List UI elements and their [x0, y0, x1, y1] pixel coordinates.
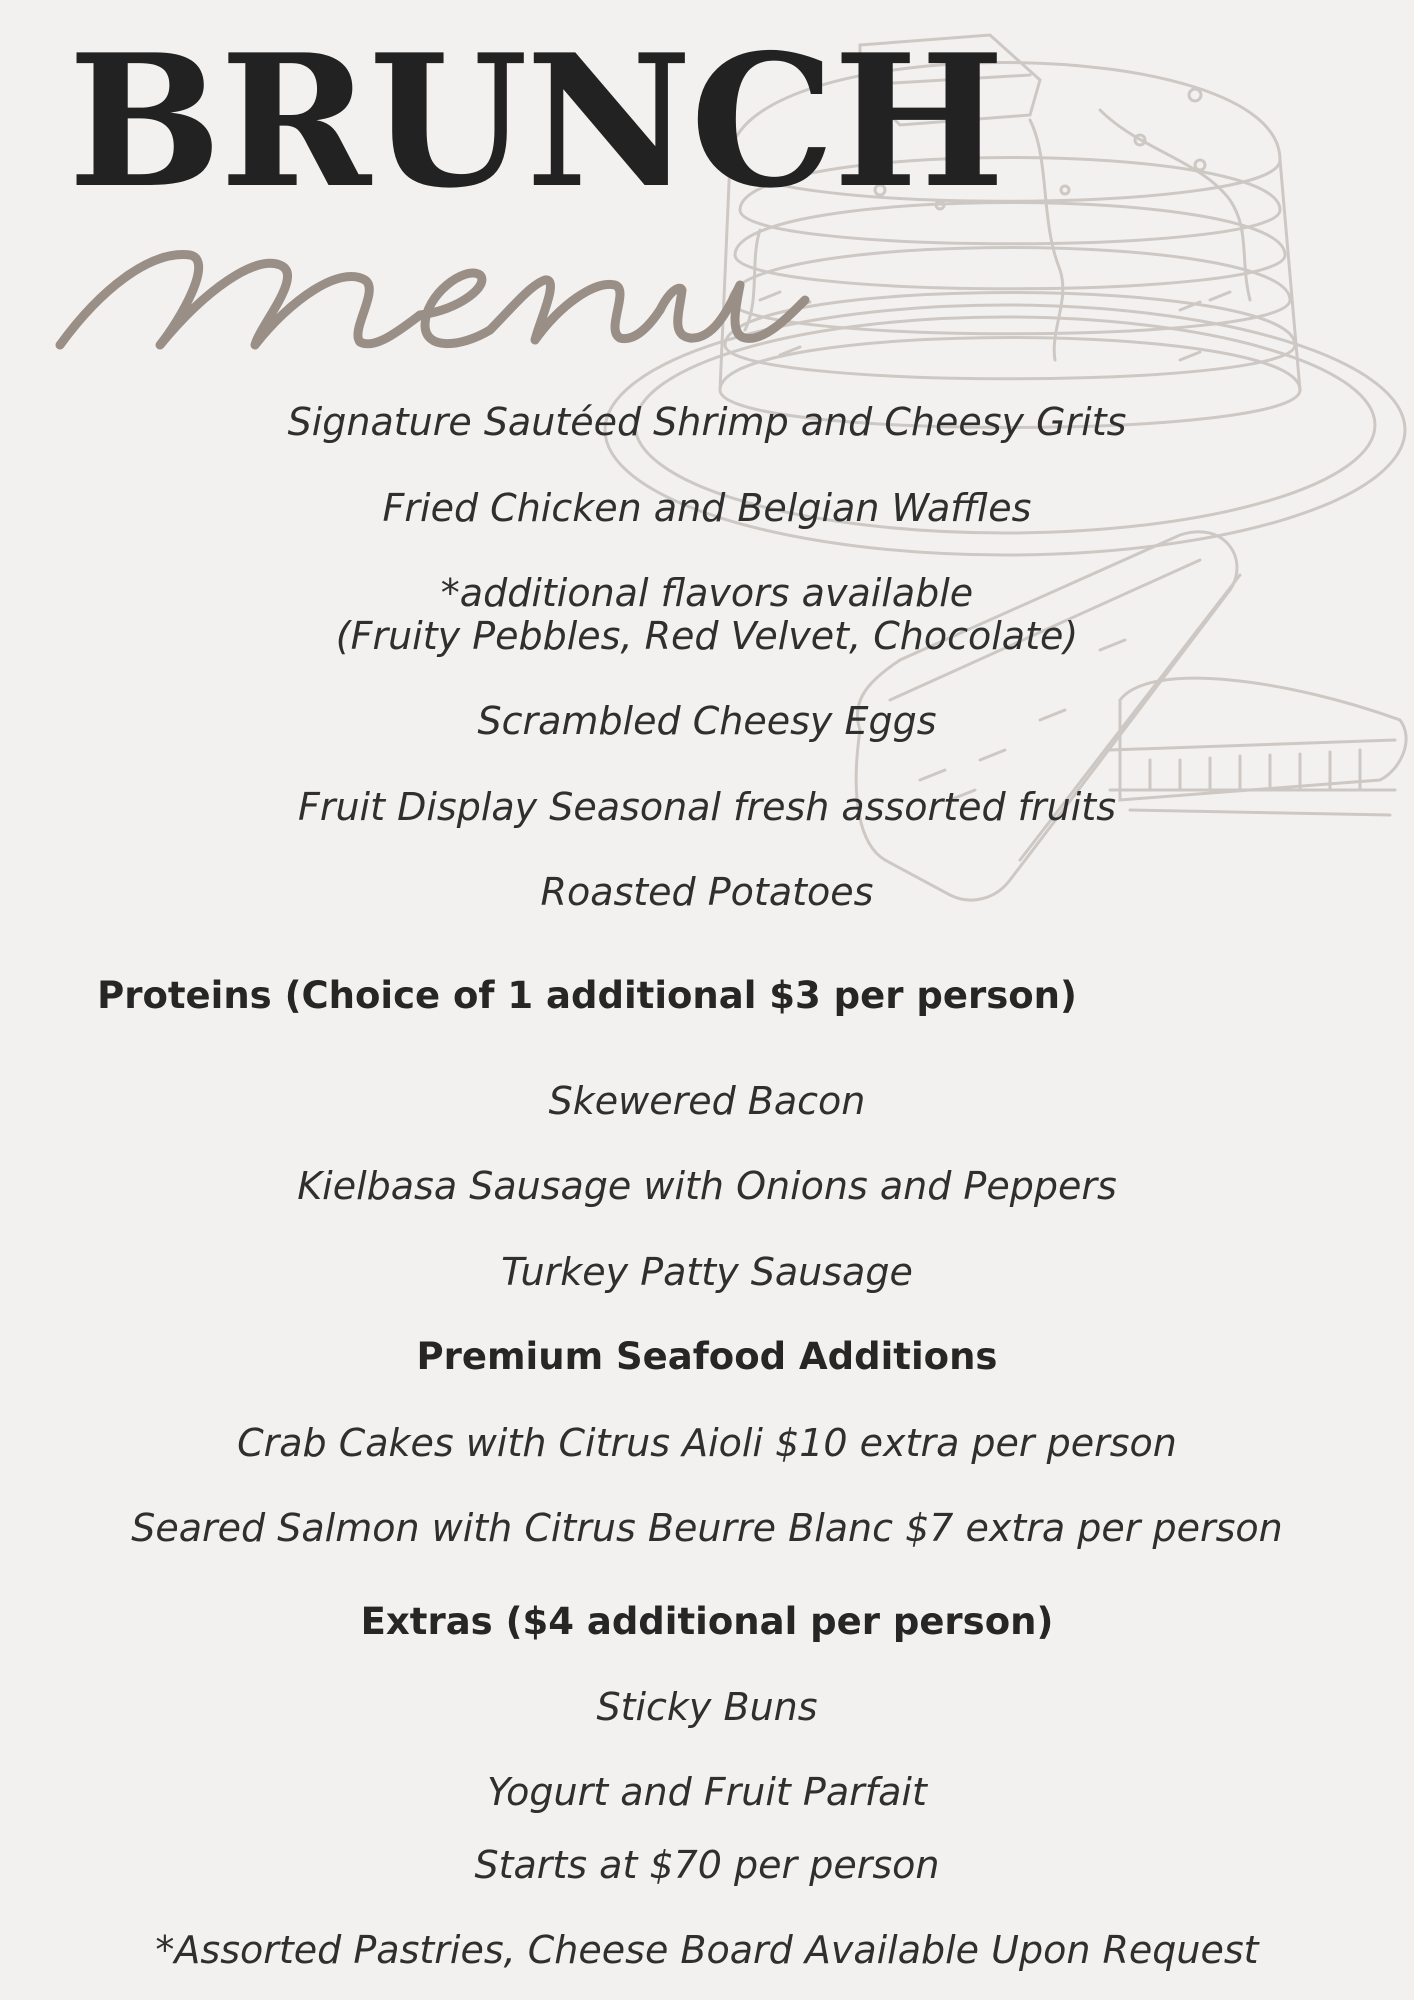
- protein-item: Kielbasa Sausage with Onions and Peppers: [297, 1164, 1117, 1208]
- page-title: BRUNCH: [68, 14, 1003, 228]
- seafood-heading: Premium Seafood Additions: [416, 1335, 998, 1378]
- protein-item: Skewered Bacon: [548, 1079, 866, 1123]
- menu-item: Roasted Potatoes: [540, 870, 874, 914]
- menu-script-word: [40, 230, 810, 370]
- extras-heading: Extras ($4 additional per person): [360, 1600, 1054, 1643]
- menu-item: Scrambled Cheesy Eggs: [477, 699, 937, 743]
- menu-item: Signature Sautéed Shrimp and Cheesy Grits: [287, 400, 1127, 444]
- seafood-item: Crab Cakes with Citrus Aioli $10 extra per person: [237, 1421, 1177, 1465]
- footnote: *Assorted Pastries, Cheese Board Available Upon Request: [155, 1928, 1259, 1972]
- protein-item: Turkey Patty Sausage: [501, 1250, 913, 1294]
- proteins-heading: Proteins (Choice of 1 additional $3 per person): [97, 974, 1077, 1017]
- seafood-item: Seared Salmon with Citrus Beurre Blanc $7 extra per person: [131, 1506, 1283, 1550]
- menu-item-note: (Fruity Pebbles, Red Velvet, Chocolate): [335, 614, 1079, 658]
- extras-item: Yogurt and Fruit Parfait: [487, 1770, 927, 1814]
- menu-item-note: *additional flavors available: [440, 571, 974, 615]
- extras-item: Sticky Buns: [596, 1685, 818, 1729]
- menu-item: Fried Chicken and Belgian Waffles: [382, 486, 1032, 530]
- menu-item: Fruit Display Seasonal fresh assorted fruits: [297, 785, 1116, 829]
- price-line: Starts at $70 per person: [474, 1843, 940, 1887]
